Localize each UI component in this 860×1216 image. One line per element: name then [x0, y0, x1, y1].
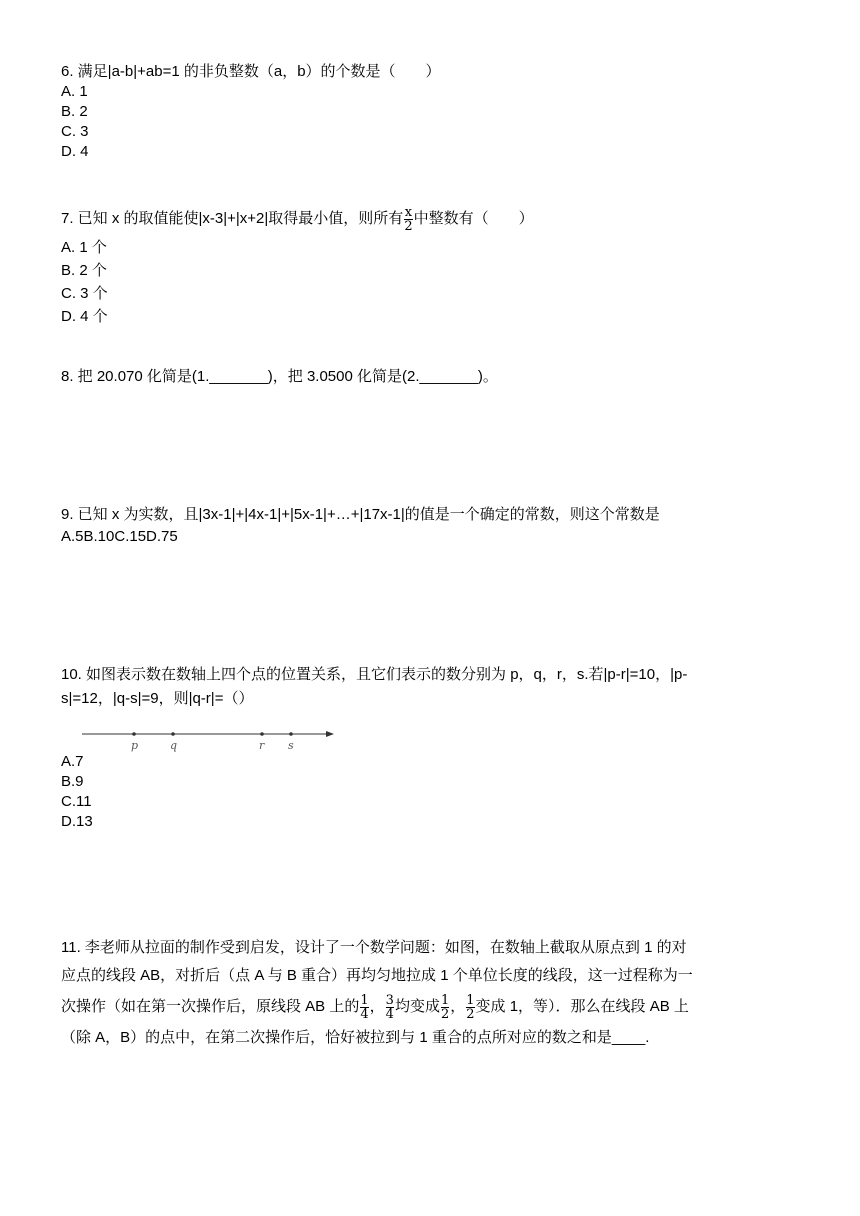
- question-10-option-b: B.9: [61, 773, 84, 790]
- question-7-fraction: [404, 206, 412, 233]
- question-10: [61, 663, 687, 711]
- separator: ，: [450, 998, 466, 1015]
- question-7-stem-tail: 中整数有（ ）: [413, 210, 534, 227]
- question-7: [61, 202, 534, 328]
- question-9: [61, 505, 660, 547]
- point-p-marker: [132, 732, 136, 736]
- separator: ，: [369, 998, 385, 1015]
- number-line-figure: [80, 726, 340, 754]
- fraction-denominator: 2: [440, 1006, 450, 1022]
- question-11-line-4: （除 A，B）的点中，在第二次操作后，恰好被拉到与 1 重合的点所对应的数之和是____.: [61, 1029, 650, 1046]
- question-7-option-a: A. 1 个: [61, 239, 107, 256]
- question-9-stem: 9. 已知 x 为实数，且|3x-1|+|4x-1|+|5x-1|+…+|17x-1|的值是一个确定的常数，则这个常数是: [61, 506, 660, 523]
- fraction-denominator: 2: [466, 1006, 475, 1022]
- question-6-option-a: A. 1: [61, 83, 88, 100]
- point-r-marker: [260, 732, 264, 736]
- fraction-numerator: 3: [385, 992, 394, 1008]
- question-8: [61, 367, 498, 387]
- question-6: [61, 62, 441, 162]
- question-11-line-1: 11. 李老师从拉面的制作受到启发，设计了一个数学问题：如图，在数轴上截取从原点到 1 的对: [61, 939, 687, 956]
- point-s-marker: [289, 732, 293, 736]
- question-9-options: A.5B.10C.15D.75: [61, 528, 178, 545]
- question-10-option-c: C.11: [61, 793, 92, 810]
- question-6-option-c: C. 3: [61, 123, 89, 140]
- question-11-line-3: [61, 990, 693, 1024]
- question-10-option-d: D.13: [61, 813, 93, 830]
- question-11-line-3-tail: 变成 1，等）．那么在线段 AB 上: [475, 998, 689, 1015]
- fraction-denominator: 2: [404, 218, 413, 234]
- question-10-stem-line-1: 10. 如图表示数在数轴上四个点的位置关系，且它们表示的数分别为 p，q，r，s.若|p-r|=10，|p-: [61, 666, 688, 683]
- question-7-option-c: C. 3 个: [61, 285, 108, 302]
- fraction-one-half-second: [466, 994, 474, 1021]
- fraction-one-quarter: [360, 994, 368, 1021]
- point-q-marker: [171, 732, 175, 736]
- question-11: [61, 934, 693, 1052]
- question-10-option-a: A.7: [61, 753, 84, 770]
- question-11-line-3-mid: 均变成: [394, 998, 440, 1015]
- question-10-options: [61, 752, 93, 832]
- question-6-stem: 6. 满足|a-b|+ab=1 的非负整数（a，b）的个数是（ ）: [61, 63, 441, 80]
- question-7-option-b: B. 2 个: [61, 262, 107, 279]
- question-6-option-d: D. 4: [61, 143, 89, 160]
- fraction-numerator: 1: [360, 992, 369, 1008]
- fraction-numerator: 1: [466, 992, 475, 1008]
- fraction-three-quarters: [386, 994, 394, 1021]
- point-q-label: q: [170, 739, 178, 752]
- question-10-stem-line-2: s|=12，|q-s|=9，则|q-r|=（）: [61, 690, 254, 707]
- fraction-denominator: 4: [360, 1006, 369, 1022]
- fraction-numerator: x: [404, 204, 413, 220]
- question-11-line-2: 应点的线段 AB，对折后（点 A 与 B 重合）再均匀地拉成 1 个单位长度的线段，这一过程称为一: [61, 967, 693, 984]
- number-line-arrow-icon: [326, 731, 334, 737]
- question-11-line-3-text: 次操作（如在第一次操作后，原线段 AB 上的: [61, 998, 360, 1015]
- fraction-numerator: 1: [440, 992, 450, 1008]
- question-6-option-b: B. 2: [61, 103, 88, 120]
- question-8-stem: 8. 把 20.070 化简是(1._______)，把 3.0500 化简是(2._______)。: [61, 368, 498, 385]
- question-7-stem-text: 7. 已知 x 的取值能使|x-3|+|x+2|取得最小值，则所有: [61, 210, 404, 227]
- point-s-label: s: [288, 739, 294, 752]
- question-7-stem: [61, 202, 534, 236]
- point-p-label: p: [131, 739, 139, 752]
- fraction-one-half: [441, 994, 449, 1021]
- question-7-option-d: D. 4 个: [61, 308, 108, 325]
- point-r-label: r: [259, 739, 265, 752]
- fraction-denominator: 4: [385, 1006, 394, 1022]
